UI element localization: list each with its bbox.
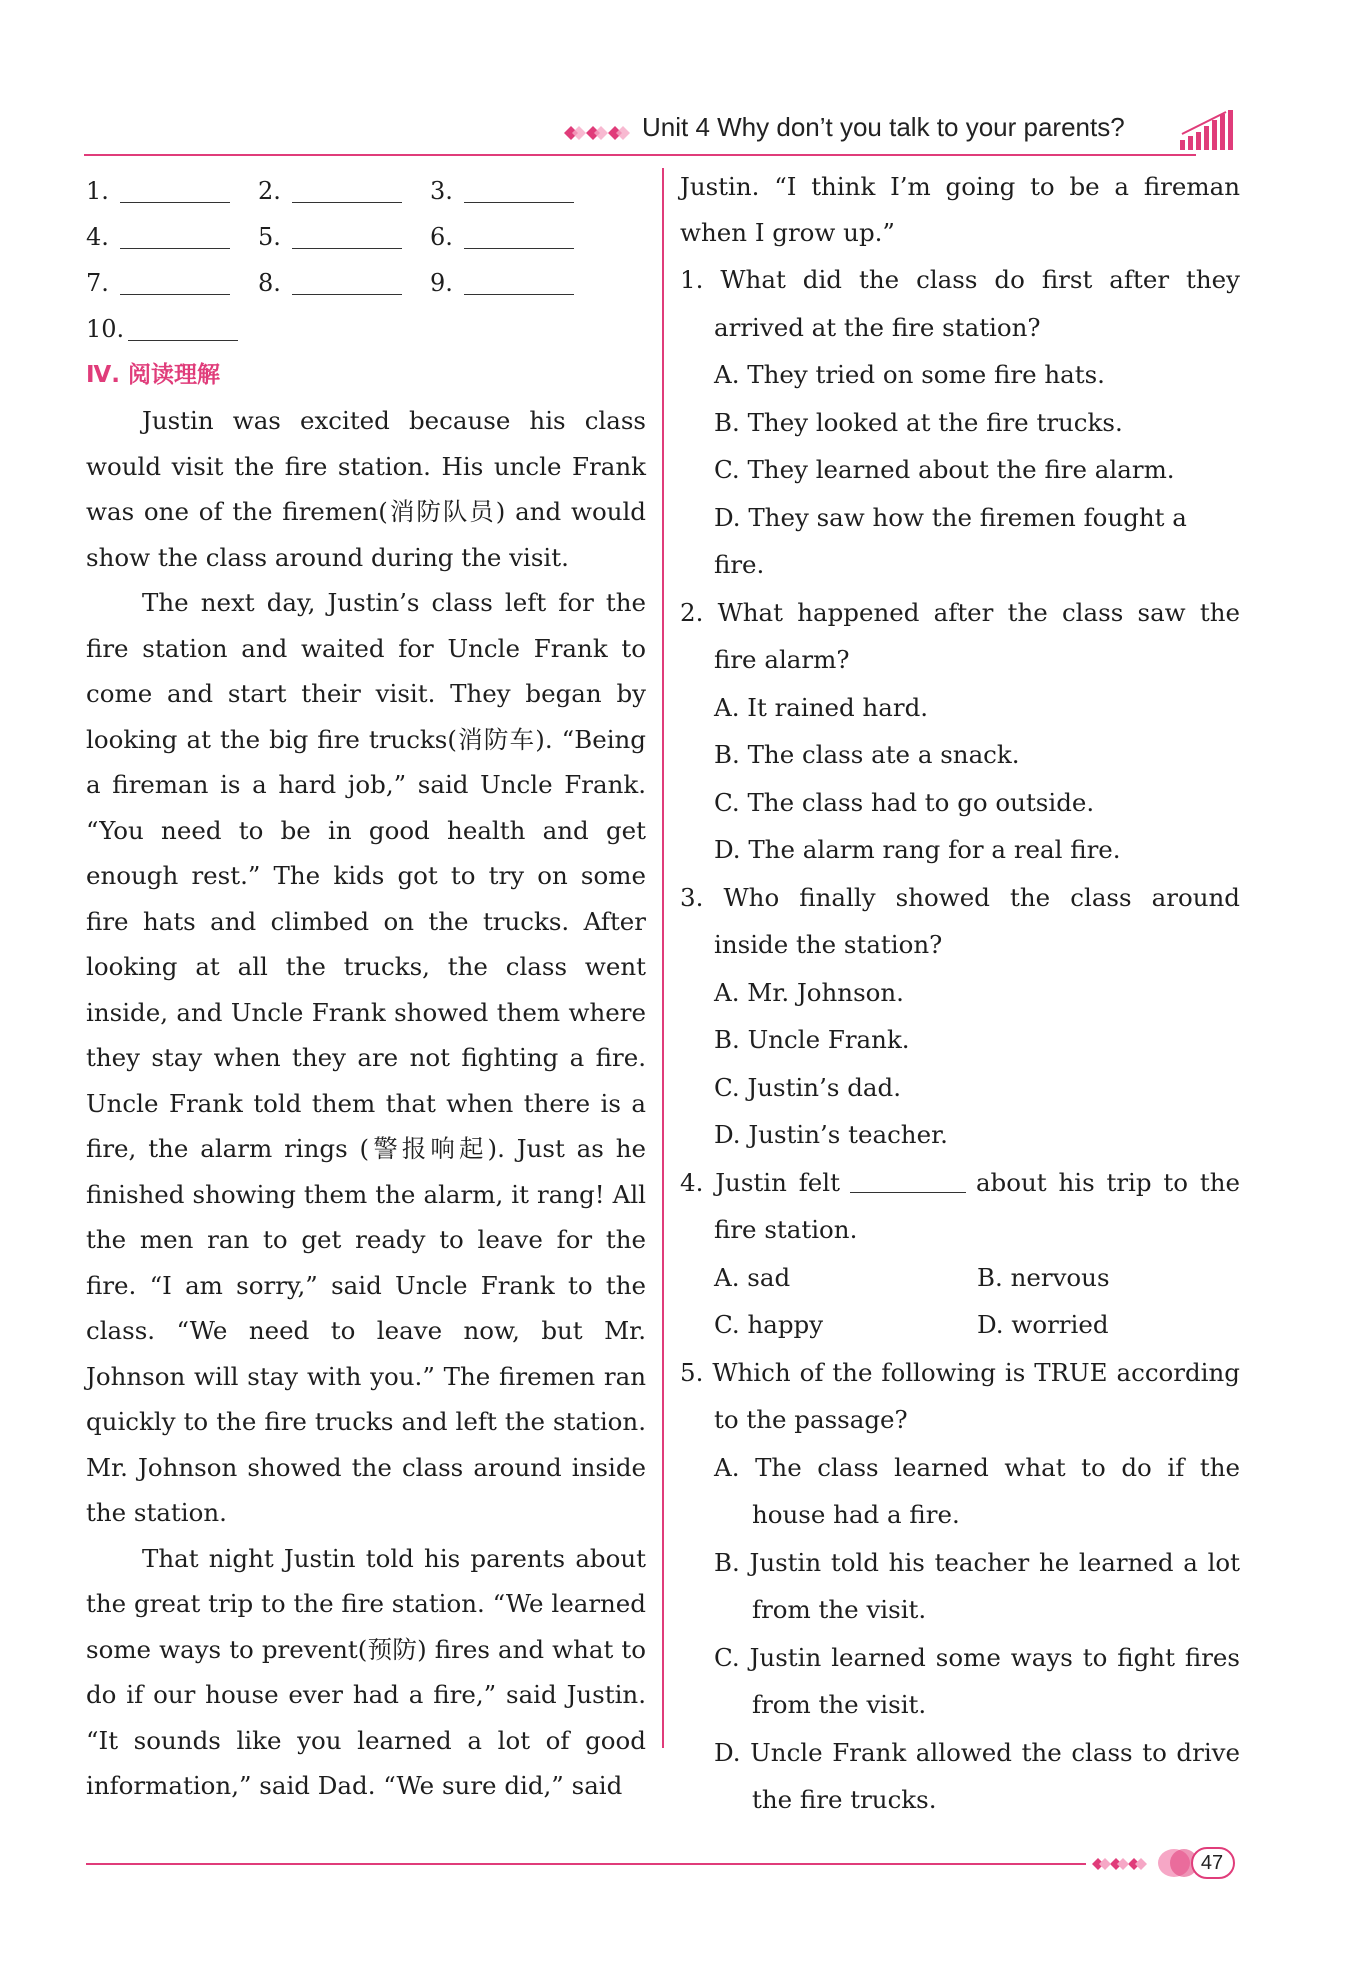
answer-blanks — [86, 168, 646, 352]
unit-title: Unit 4 Why don’t you talk to your parents? — [642, 112, 1125, 142]
column-divider — [662, 168, 664, 1748]
answer-blank[interactable]: 5. — [258, 214, 430, 260]
option-a[interactable]: A. Mr. Johnson. — [714, 977, 904, 1007]
blank-row — [86, 214, 646, 260]
answer-blank[interactable]: 7. — [86, 260, 258, 306]
reading-passage — [86, 398, 646, 1809]
option-a[interactable]: A. sad — [714, 1262, 791, 1292]
question-5 — [680, 1349, 1240, 1824]
option-c[interactable]: C. Justin learned some ways to fight fires from the visit. — [714, 1642, 1240, 1719]
footer-rule — [86, 1863, 1086, 1865]
question-stem: 4. Justin felt about his trip to the fire station. — [680, 1167, 1240, 1244]
blank-row — [86, 168, 646, 214]
answer-blank[interactable] — [850, 1168, 966, 1193]
option-a[interactable]: A. The class learned what to do if the house had a fire. — [714, 1452, 1240, 1529]
option-c[interactable]: C. Justin’s dad. — [714, 1072, 901, 1102]
passage-continuation: Justin. “I think I’m going to be a fireman when I grow up.” — [680, 172, 1240, 247]
answer-blank[interactable]: 1. — [86, 168, 258, 214]
option-d[interactable]: D. Justin’s teacher. — [714, 1120, 948, 1149]
right-column — [680, 164, 1240, 1824]
question-stem: 5. Which of the following is TRUE according to the passage? — [680, 1357, 1240, 1434]
answer-blank[interactable]: 9. — [430, 260, 602, 306]
blank-row — [86, 260, 646, 306]
question-2 — [680, 589, 1240, 874]
question-stem: 1. What did the class do first after they arrived at the fire station? — [680, 265, 1240, 342]
passage-paragraph: That night Justin told his parents about the great trip to the fire station. “We learned some ways to prevent(预防) fires and what to do if our house ever had a fire,” said Justin. “It sounds like you learned a lot of good information,” said Dad. “We sure did,” said — [86, 1543, 646, 1800]
passage-paragraph: The next day, Justin’s class left for the fire station and waited for Uncle Frank to come and start their visit. They began by looking at the big fire trucks(消防车). “Being a fireman is a hard job,” said Uncle Frank. “You need to be in good health and get enough rest.” The kids got to try on some fire hats and climbed on the trucks. After looking at all the trucks, the class went inside, and Uncle Frank showed them where they stay when they are not fighting a fire. Uncle Frank told them that when there is a fire, the alarm rings (警报响起). Just as he finished showing them the alarm, it rang! All the men ran to get ready to leave for the fire. “I am sorry,” said Uncle Frank to the class. “We need to leave now, but Mr. Johnson will stay with you.” The firemen ran quickly to the fire trucks and left the station. Mr. Johnson showed the class around inside the station. — [86, 588, 646, 1527]
question-4 — [680, 1159, 1240, 1349]
signal-bars-icon — [1178, 108, 1236, 152]
answer-blank[interactable]: 3. — [430, 168, 602, 214]
left-column — [86, 168, 646, 1809]
page-number: 47 — [1200, 1852, 1224, 1874]
page-header — [84, 108, 1236, 156]
answer-blank[interactable]: 6. — [430, 214, 602, 260]
blank-row — [86, 306, 646, 352]
option-d[interactable]: D. The alarm rang for a real fire. — [714, 835, 1121, 864]
option-b[interactable]: B. The class ate a snack. — [714, 740, 1020, 769]
option-grid — [680, 1301, 1240, 1349]
diamond-ornament-icon — [1090, 1852, 1150, 1876]
option-d[interactable]: D. Uncle Frank allowed the class to drive the fire trucks. — [714, 1737, 1240, 1814]
question-1 — [680, 256, 1240, 589]
answer-blank[interactable]: 2. — [258, 168, 430, 214]
option-a[interactable]: A. They tried on some fire hats. — [714, 360, 1105, 389]
answer-blank[interactable]: 8. — [258, 260, 430, 306]
section-title: Ⅳ. 阅读理解 — [86, 362, 221, 388]
option-d[interactable]: D. worried — [977, 1310, 1109, 1339]
question-stem: 2. What happened after the class saw the fire alarm? — [680, 597, 1240, 674]
question-stem: 3. Who finally showed the class around inside the station? — [680, 882, 1240, 959]
diamond-ornament-icon — [560, 120, 640, 146]
option-b[interactable]: B. nervous — [977, 1262, 1110, 1292]
option-grid — [680, 1254, 1240, 1302]
passage-paragraph: Justin was excited because his class would visit the fire station. His uncle Frank was one of the firemen(消防队员) and would show the class around during the visit. — [86, 406, 646, 572]
option-b[interactable]: B. Uncle Frank. — [714, 1025, 910, 1054]
option-c[interactable]: C. happy — [714, 1310, 824, 1339]
answer-blank[interactable]: 10. — [86, 306, 258, 352]
option-a[interactable]: A. It rained hard. — [714, 692, 929, 722]
option-b[interactable]: B. Justin told his teacher he learned a lot from the visit. — [714, 1547, 1240, 1624]
question-3 — [680, 874, 1240, 1159]
header-rule — [84, 154, 1196, 156]
option-d[interactable]: D. They saw how the firemen fought a fire. — [714, 502, 1187, 579]
option-c[interactable]: C. The class had to go outside. — [714, 787, 1095, 817]
option-b[interactable]: B. They looked at the fire trucks. — [714, 407, 1123, 437]
option-c[interactable]: C. They learned about the fire alarm. — [714, 455, 1175, 484]
answer-blank[interactable]: 4. — [86, 214, 258, 260]
